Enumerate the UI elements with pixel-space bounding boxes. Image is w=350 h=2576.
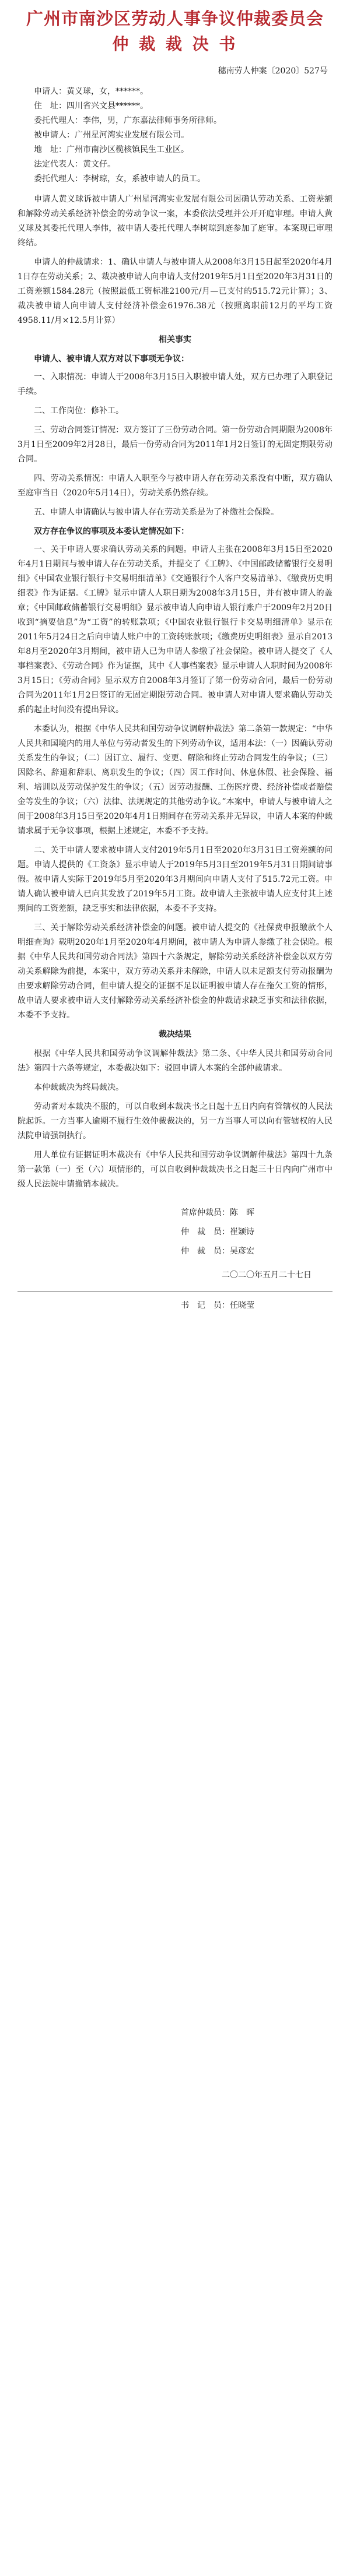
document-body [18,64,332,1313]
spacer [18,186,332,192]
undisputed-fact: 五、申请人申请确认与被申请人存在劳动关系是为了补缴社会保险。 [34,508,279,517]
intro-paragraph: 申请人黄义球诉被申请人广州星河湾实业发展有限公司因确认劳动关系、工资差额和解除劳动关系经济补偿金的劳动争议一案，本委依法受理并公开开庭审理。申请人黄义球及其委托代理人李伟，被申请人委托代理人李树琼到庭参加了庭审。本案现已审理终结。 [18,195,332,248]
party-line: 委托代理人：李树琼，女，系被申请人的员工。 [34,174,205,184]
section-heading-facts: 相关事实 [159,335,191,344]
subheading-disputed: 双方存在争议的事项及本委认定情况如下： [34,527,189,536]
arbitrator: 仲 裁 员：吴彦宏 [181,1247,254,1256]
undisputed-fact: 三、劳动合同签订情况：双方签订了三份劳动合同。第一份劳动合同期限为2008年3月1日至2009年2月28日，最后一份劳动合同为2011年1月2日签订的无固定期限劳动合同。 [18,425,332,464]
court-clerk: 书 记 员：任晓莹 [181,1301,254,1310]
undisputed-fact: 四、劳动关系情况：申请人入职至今与被申请人存在劳动关系没有中断，双方确认至庭审当日（2020年5月14日），劳动关系仍然存续。 [18,474,332,498]
party-line: 委托代理人：李伟，男，广东嘉法律师事务所律师。 [34,116,222,125]
disputed-fact: 二、关于申请人要求被申请人支付2019年5月1日至2020年3月31日工资差额的问题。申请人提供的《工资条》显示申请人于2019年5月3日至2019年5月31日期间请事假。被申请人实际于2019年5月至2020年3月期间向申请人支付了515.72元工资。申请人确认被申请人已向其发放了2019年5月工资。故申请人主张被申请人应支付其上述期间的工资差额，缺乏事实和法律依据，本委不予支持。 [18,846,332,913]
undisputed-fact: 一、入职情况：申请人于2008年3月15日入职被申请人处，双方已办理了入职登记手续。 [18,372,332,396]
ruling-paragraph: 劳动者对本裁决不服的，可以自收到本裁决书之日起十五日内向有管辖权的人民法院起诉。一方当事人逾期不履行生效仲裁裁决的，另一方当事人可以向有管辖权的人民法院申请强制执行。 [18,1102,332,1141]
chief-arbitrator: 首席仲裁员：陈 晖 [181,1208,254,1217]
signature-block [18,1206,332,1259]
party-line: 申请人：黄义球，女，******。 [34,87,148,96]
party-line: 地 址：广州市南沙区榄核镇民生工业区。 [34,145,189,154]
disputed-fact: 一、关于申请人要求确认劳动关系的问题。申请人主张在2008年3月15日至2020年4月1日期间与被申请人存在劳动关系，并提交了《工牌》、《中国邮政储蓄银行交易明细》《中国农业银行银行卡交易明细清单》《交通银行个人客户交易清单》、《缴费历史明细表》作为证据。《工牌》显示申请人人职日期为2008年3月15日，并有被申请人的盖章；《中国邮政储蓄银行交易明细》显示被申请人向申请人银行账户于2009年2月20日收到“摘要信息”为“工资”的转账款项；《中国农业银行银行卡交易明细清单》显示在2011年5月24日之后向申请人账户中的工资转账款项；《缴费历史明细表》显示自2013年8月至2020年3月期间，被申请人已为申请人参缴了社会保险。被申请人提交了《人事档案表》、《劳动合同》作为证据，其中《人事档案表》显示申请人人职时间为2008年3月15日；《劳动合同》显示双方自2008年3月签订了第一份劳动合同，最后一份劳动合同为2011年1月2日签订的无固定期限劳动合同。被申请人对申请人要求确认劳动关系的起止时间没有提出异议。 [18,545,332,715]
document-org-title: 广州市南沙区劳动人事争议仲裁委员会 [26,9,324,29]
party-line: 被申请人：广州星河湾实业发展有限公司。 [34,131,189,140]
undisputed-fact: 二、工作岗位：修补工。 [34,406,124,416]
claims-paragraph: 申请人的仲裁请求：1、确认申请人与被申请人从2008年3月15日起至2020年4月1日存在劳动关系；2、裁决被申请人向申请人支付2019年5月1日至2020年3月31日的工资差额1584.28元（按照最低工资标准2100元/月—已支付的515.72元计算）；3、裁决被申请人向申请人支付经济补偿金61976.38元（按照离职前12月的平均工资4958.11/月×12.5月计算） [18,258,332,325]
ruling-paragraph: 本仲裁裁决为终局裁决。 [34,1083,124,1092]
case-number: 穗南劳人仲案〔2020〕527号 [218,66,328,76]
parties-section [18,85,332,186]
section-heading-ruling: 裁决结果 [159,1030,191,1039]
party-line: 住 址：四川省兴文县******。 [34,101,148,111]
decision-date: 二〇二〇年五月二十七日 [222,1271,312,1280]
subheading-undisputed: 申请人、被申请人双方对以下事项无争议： [34,354,189,364]
party-line: 法定代表人：黄文仔。 [34,160,116,169]
disputed-fact: 本委认为，根据《中华人民共和国劳动争议调解仲裁法》第二条第一款规定：“中华人民共和国境内的用人单位与劳动者发生的下列劳动争议，适用本法：（一）因确认劳动关系发生的争议；（二）因订立、履行、变更、解除和终止劳动合同发生的争议；（三）因除名、辞退和辞职、离职发生的争议；（四）因工作时间、休息休假、社会保险、福利、培训以及劳动保护发生的争议；（五）因劳动报酬、工伤医疗费、经济补偿或者赔偿金等发生的争议；（六）法律、法规规定的其他劳动争议。”本案中，申请人与被申请人之间于2008年3月15日至2020年4月1日期间存在劳动关系并无异议，申请人本案的仲裁请求属于无争议事项，根据上述规定，本委不予支持。 [18,724,332,836]
ruling-paragraph: 根据《中华人民共和国劳动争议调解仲裁法》第二条、《中华人民共和国劳动合同法》第四十六条等规定，本委裁决如下：驳回申请人本案的全部仲裁请求。 [18,1049,332,1073]
ruling-paragraph: 用人单位有证据证明本裁决有《中华人民共和国劳动争议调解仲裁法》第四十九条第一款第（一）至（六）项情形的，可以自收到仲裁裁决书之日起三十日内向广州市中级人民法院申请撤销本裁决。 [18,1150,332,1189]
disputed-fact: 三、关于解除劳动关系经济补偿金的问题。被申请人提交的《社保费申报缴款个人明细查询》载明2020年1月至2020年4月期间，被申请人为申请人参缴了社会保险。根据《中华人民共和国劳动合同法》第四十六条规定，解除劳动关系经济补偿金以双方劳动关系解除为前提，本案中，双方劳动关系并未解除，申请人以未足额支付劳动报酬为由要求解除劳动合同，但申请人提交的证据不足以证明被申请人存在拖欠工资的情形，故申请人要求被申请人支付解除劳动关系经济补偿金的仲裁请求缺乏事实和法律依据，本委不予支持。 [18,923,332,1020]
arbitrator: 仲 裁 员：崔颖诗 [181,1227,254,1237]
document-type-title: 仲 裁 裁 决 书 [112,34,238,54]
